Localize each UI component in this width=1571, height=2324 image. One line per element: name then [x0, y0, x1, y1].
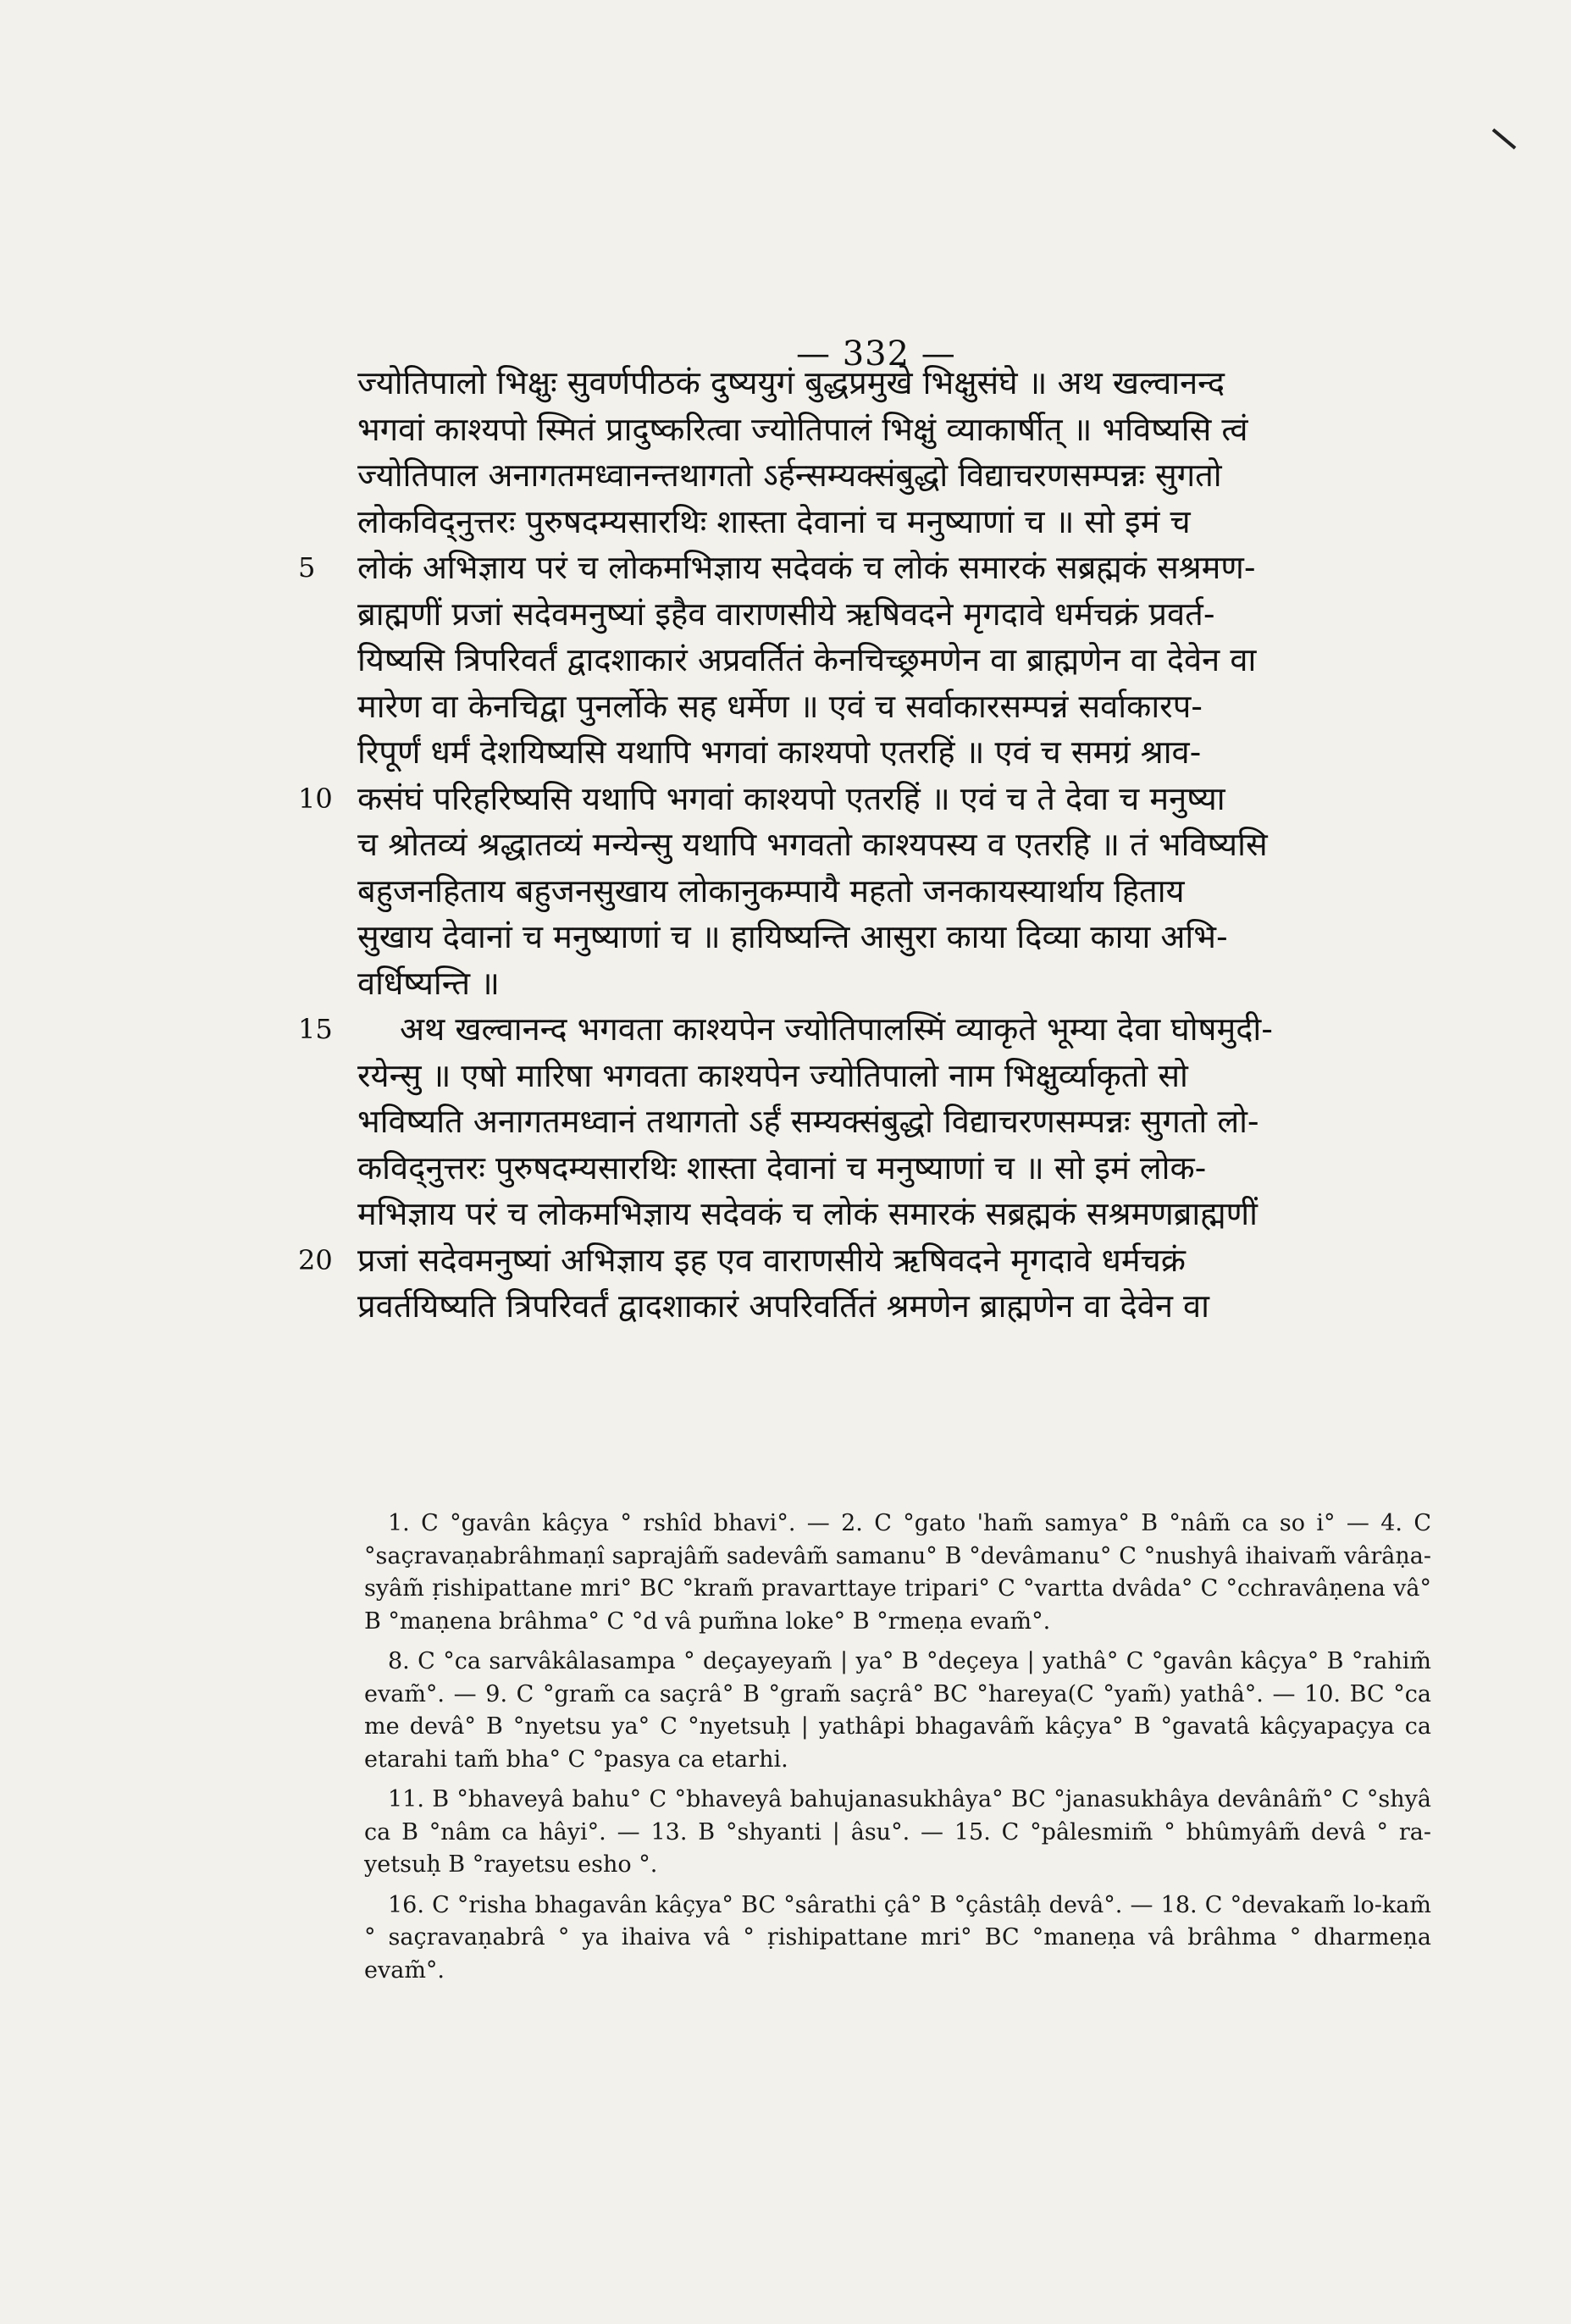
text-line	[357, 914, 1437, 960]
text-line	[298, 1237, 1437, 1284]
text-line	[357, 729, 1437, 776]
footnote: 16. C °risha bhagavân kâçya° BC °sârathi çâ° B °çâstâḥ devâ°. — 18. C °devakam̃ lo-kam̃ ° saçravaṇabrâ ° ya ihaiva vâ ° ṛishipattane mri° BC °maneṇa vâ brâhma ° dharmeṇa evam̃°.	[364, 1891, 1431, 1984]
line-text: सुखाय देवानां च मनुष्याणां च ॥ हायिष्यन्ति आसुरा काया दिव्या काया अभि-	[357, 918, 1228, 955]
text-line	[357, 407, 1437, 453]
ink-mark	[1492, 129, 1517, 150]
footnotes	[364, 1508, 1431, 1995]
line-text: यिष्यसि त्रिपरिवर्तं द्वादशाकारं अप्रवर्तितं केनचिच्छ्रमणेन वा ब्राह्मणेन वा देवेन वा	[357, 641, 1257, 678]
text-line	[298, 545, 1437, 591]
line-number: 5	[298, 551, 316, 584]
text-line	[357, 868, 1437, 915]
line-text: मारेण वा केनचिद्वा पुनर्लोके सह धर्मेण ॥ एवं च सर्वाकारसम्पन्नं सर्वाकारप-	[357, 687, 1203, 725]
line-text: ब्राह्मणीं प्रजां सदेवमनुष्यां इहैव वाराणसीये ऋषिवदने मृगदावे धर्मचक्रं प्रवर्त-	[357, 595, 1215, 633]
line-text: मभिज्ञाय परं च लोकमभिज्ञाय सदेवकं च लोकं समारकं सब्रह्मकं सश्रमणब्राह्मणीं	[357, 1195, 1258, 1232]
footnote: 11. B °bhaveyâ bahu° C °bhaveyâ bahujanasukhâya° BC °janasukhâya devânâm̃° C °shyâ ca B °nâm ca hâyi°. — 13. B °shyanti | âsu°. — 15. C °pâlesmim̃ ° bhûmyâm̃ devâ ° ra-yetsuḥ B °rayetsu esho °.	[364, 1786, 1431, 1878]
line-text: लोकविद्नुत्तरः पुरुषदम्यसारथिः शास्ता देवानां च मनुष्याणां च ॥ सो इमं च	[357, 502, 1191, 540]
line-text: रिपूर्णं धर्मं देशयिष्यसि यथापि भगवां काश्यपो एतरहिं ॥ एवं च समग्रं श्राव-	[357, 733, 1202, 771]
text-line	[357, 1053, 1437, 1099]
text-line	[357, 1145, 1437, 1192]
line-text: भगवां काश्यपो स्मितं प्रादुष्करित्वा ज्योतिपालं भिक्षुं व्याकार्षीत् ॥ भविष्यसि त्वं	[357, 410, 1248, 448]
sanskrit-text-block	[298, 360, 1437, 1330]
text-line	[357, 1191, 1437, 1237]
line-text: वर्धिष्यन्ति ॥	[357, 964, 500, 1002]
text-line	[357, 683, 1437, 730]
line-text: भविष्यति अनागतमध्वानं तथागतो ऽर्हं सम्यक्संबुद्धो विद्याचरणसम्पन्नः सुगतो लो-	[357, 1103, 1259, 1140]
line-text: अथ खल्वानन्द भगवता काश्यपेन ज्योतिपालस्मिं व्याकृते भूम्या देवा घोषमुदी-	[400, 1010, 1273, 1048]
page-number: — 332 —	[796, 335, 956, 374]
line-number: 10	[298, 782, 333, 815]
footnote: 1. C °gavân kâçya ° rshîd bhavi°. — 2. C °gato 'ham̃ samya° B °nâm̃ ca so i° — 4. C °saçravaṇabrâhmaṇî saprajâm̃ sadevâm̃ samanu° B °devâmanu° C °nushyâ ihaivam̃ vârâṇa-syâm̃ ṛishipattane mri° BC °kram̃ pravarttaye tripari° C °vartta dvâda° C °cchravâṇena vâ° B °maṇena brâhma° C °d vâ pum̃na loke° B °rmeṇa evam̃°.	[364, 1510, 1431, 1635]
text-line	[357, 360, 1437, 407]
line-text: प्रजां सदेवमनुष्यां अभिज्ञाय इह एव वाराणसीये ऋषिवदने मृगदावे धर्मचक्रं	[357, 1241, 1186, 1279]
line-text: बहुजनहिताय बहुजनसुखाय लोकानुकम्पायै महतो जनकायस्यार्थाय हिताय	[357, 872, 1185, 910]
text-line	[298, 776, 1437, 822]
line-text: रयेन्सु ॥ एषो मारिषा भगवता काश्यपेन ज्योतिपालो नाम भिक्षुर्व्याकृतो सो	[357, 1056, 1188, 1094]
line-text: च श्रोतव्यं श्रद्धातव्यं मन्येन्सु यथापि भगवतो काश्यपस्य व एतरहि ॥ तं भविष्यसि	[357, 826, 1268, 863]
line-number: 20	[298, 1243, 333, 1276]
line-text: लोकं अभिज्ञाय परं च लोकमभिज्ञाय सदेवकं च लोकं समारकं सब्रह्मकं सश्रमण-	[357, 549, 1256, 586]
text-line	[357, 960, 1437, 1007]
text-line	[357, 452, 1437, 499]
footnote: 8. C °ca sarvâkâlasampa ° deçayeyam̃ | ya° B °deçeya | yathâ° C °gavân kâçya° B °rahim̃ evam̃°. — 9. C °gram̃ ca saçrâ° B °gram̃ saçrâ° BC °hareya(C °yam̃) yathâ°. — 10. BC °ca me devâ° B °nyetsu ya° C °nyetsuḥ | yathâpi bhagavâm̃ kâçya° B °gavatâ kâçyapaçya ca etarahi tam̃ bha° C °pasya ca etarhi.	[364, 1648, 1431, 1773]
line-text: ज्योतिपाल अनागतमध्वानन्तथागतो ऽर्हन्सम्यक्संबुद्धो विद्याचरणसम्पन्नः सुगतो	[357, 456, 1222, 494]
text-line	[357, 1283, 1437, 1330]
line-text: कसंघं परिहरिष्यसि यथापि भगवां काश्यपो एतरहिं ॥ एवं च ते देवा च मनुष्या	[357, 779, 1225, 817]
line-text: प्रवर्तयिष्यति त्रिपरिवर्तं द्वादशाकारं अपरिवर्तितं श्रमणेन ब्राह्मणेन वा देवेन वा	[357, 1287, 1210, 1325]
text-line	[357, 499, 1437, 545]
text-line	[298, 1006, 1437, 1053]
line-text: कविद्नुत्तरः पुरुषदम्यसारथिः शास्ता देवानां च मनुष्याणां च ॥ सो इमं लोक-	[357, 1148, 1207, 1187]
text-line	[357, 591, 1437, 638]
text-line	[357, 822, 1437, 868]
line-text: ज्योतिपालो भिक्षुः सुवर्णपीठकं दुष्ययुगं बुद्धप्रमुखे भिक्षुसंघे ॥ अथ खल्वानन्द	[357, 364, 1225, 401]
text-line	[357, 1098, 1437, 1145]
line-number: 15	[298, 1013, 333, 1045]
text-line	[357, 637, 1437, 683]
